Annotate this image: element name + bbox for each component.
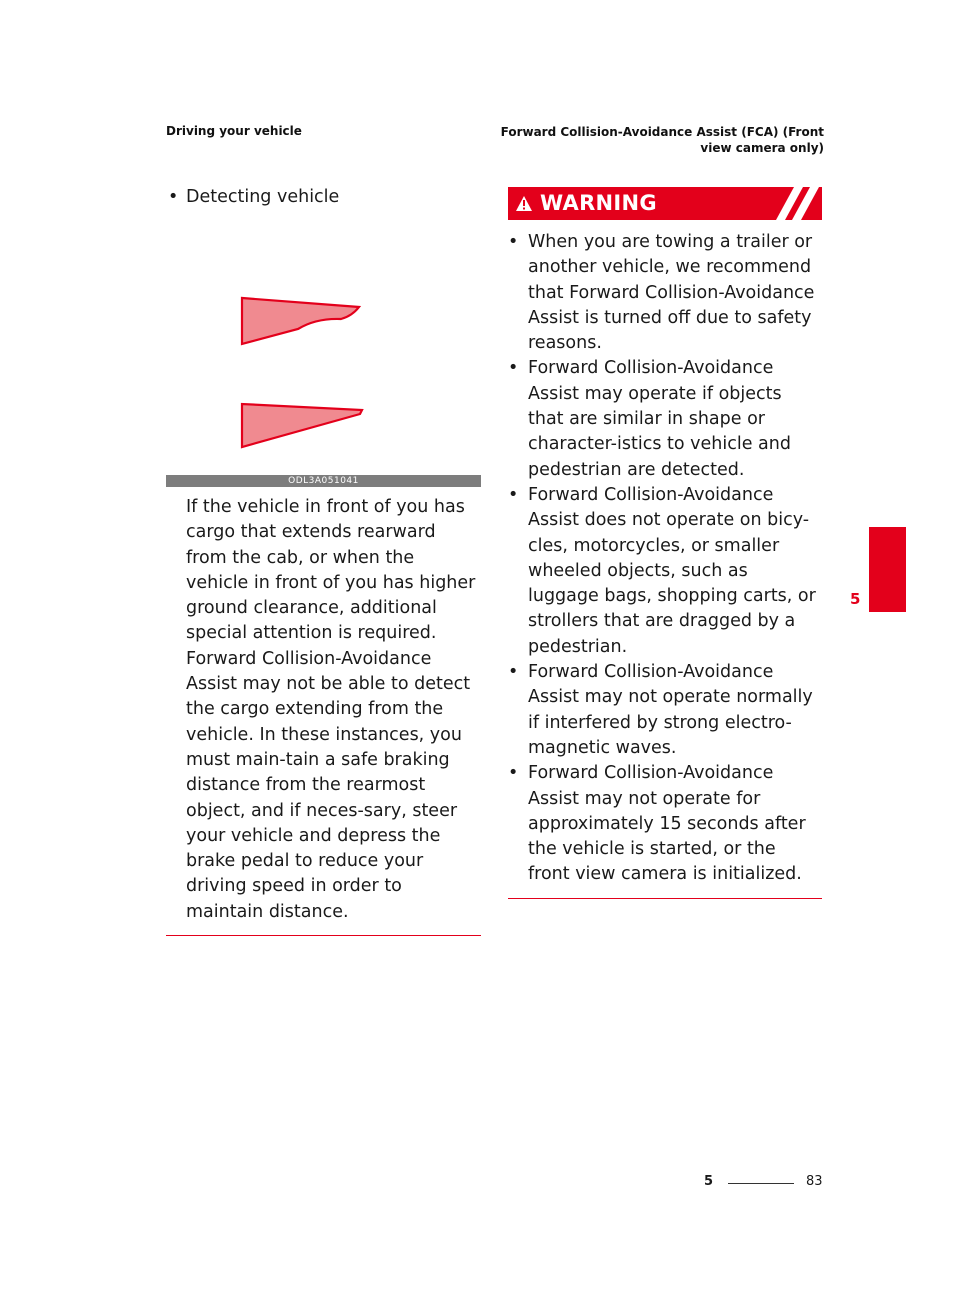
bullet-dot-icon: • bbox=[508, 232, 519, 252]
bullet-label: Detecting vehicle bbox=[186, 187, 340, 207]
warning-item: • Forward Collision-Avoidance Assist may not operate for approximately 15 seconds after the vehicle is started, or the front view camera is initialized. bbox=[508, 763, 806, 885]
warning-title: WARNING bbox=[540, 191, 657, 215]
detection-zones-graphic bbox=[166, 210, 481, 475]
header-topic-line-2: view camera only) bbox=[700, 141, 824, 155]
bullet-dot-icon: • bbox=[508, 358, 519, 379]
running-header-section: Driving your vehicle bbox=[166, 124, 302, 138]
header-topic-line-1: Forward Collision-Avoidance Assist (FCA) (Front bbox=[500, 125, 824, 139]
warning-item: • Forward Collision-Avoidance Assist may not operate normally if interfered by strong electro-magnetic waves. bbox=[508, 662, 813, 758]
warning-item: • Forward Collision-Avoidance Assist does not operate on bicy-cles, motorcycles, or smaller wheeled objects, such as luggage bags, shopping carts, or strollers that are dragged by a pedestrian. bbox=[508, 484, 816, 657]
left-column bbox=[166, 184, 481, 936]
running-header-topic bbox=[494, 124, 824, 156]
warning-end-rule bbox=[508, 898, 822, 899]
chapter-side-tab bbox=[869, 527, 906, 612]
bullet-dot-icon: • bbox=[508, 763, 519, 784]
bullet-dot-icon: • bbox=[508, 662, 519, 683]
bullet-dot-icon: • bbox=[508, 484, 519, 505]
warning-list bbox=[508, 230, 822, 888]
detection-zone-lower bbox=[242, 404, 362, 447]
footer-rule bbox=[728, 1183, 794, 1184]
right-column bbox=[508, 187, 822, 899]
detecting-vehicle-bullet bbox=[166, 184, 481, 210]
footer-page-number: 83 bbox=[806, 1174, 823, 1189]
warning-banner bbox=[508, 187, 822, 220]
cargo-explanation-paragraph: If the vehicle in front of you has cargo that extends rearward from the cab, or when the vehicle in front of you has higher ground clearance, additional special attention is required. Forward Collision-Avoidance Assist may not be able to detect the cargo extending from the vehicle. In these instances, you must main-tain a safe braking distance from the rearmost object, and if neces-sary, steer your vehicle and depress the brake pedal to reduce your driving speed in order to maintain distance. bbox=[186, 497, 476, 922]
footer-chapter-number: 5 bbox=[704, 1174, 714, 1189]
figure-code: ODL3A051041 bbox=[166, 475, 481, 487]
bullet-dot-icon: • bbox=[168, 187, 179, 207]
section-end-rule bbox=[166, 935, 481, 936]
warning-item: • When you are towing a trailer or another vehicle, we recommend that Forward Collision-Avoidance Assist is turned off due to safety reasons. bbox=[508, 232, 815, 354]
warning-item: • Forward Collision-Avoidance Assist may operate if objects that are similar in shape or character-istics to vehicle and pedestrian are detected. bbox=[508, 358, 791, 480]
warning-triangle-icon bbox=[516, 196, 532, 211]
chapter-side-number: 5 bbox=[850, 590, 861, 608]
detection-zone-upper bbox=[242, 298, 359, 344]
detection-illustration bbox=[166, 210, 481, 475]
